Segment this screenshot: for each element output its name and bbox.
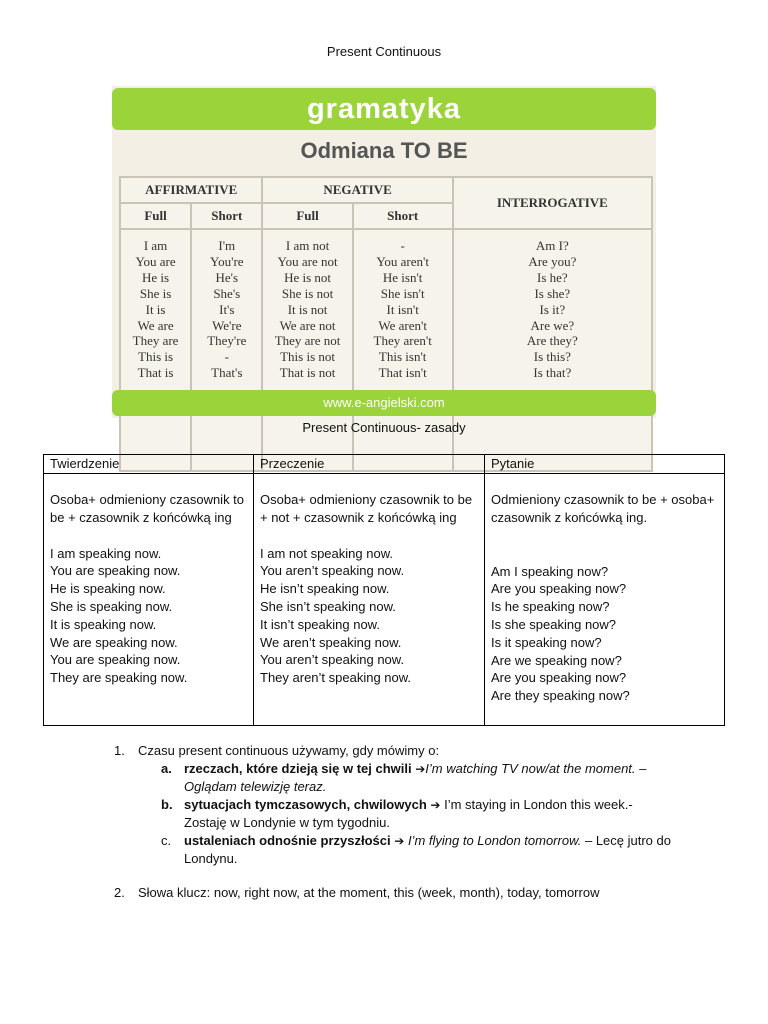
sub-a-example: I’m watching TV now/at the moment. – Oglądam telewizję teraz. [184, 761, 647, 794]
list-line: Are you speaking now? [491, 581, 627, 597]
list-line: Are they speaking now? [491, 688, 630, 704]
negative-examples [260, 545, 478, 687]
note-text: Czasu present continuous używamy, gdy mówimy o: [138, 743, 440, 758]
sub-letter: a. [161, 761, 172, 776]
list-line: That's [211, 365, 243, 381]
grammar-subtitle: Odmiana TO BE [300, 138, 468, 163]
negative-rule: Osoba+ odmieniony czasownik to be + not + czasownik z końcówką ing [260, 492, 473, 525]
affirmative-short-header: Short [191, 203, 262, 229]
list-line: - [400, 238, 405, 253]
arrow-right-icon: ➔ [415, 762, 426, 776]
list-line: He isn’t speaking now. [260, 581, 390, 597]
sub-b-bold: sytuacjach tymczasowych, chwilowych [184, 797, 427, 812]
note-item-1 [114, 742, 674, 760]
list-line: It isn't [386, 301, 419, 317]
sub-b-example: I’m staying in London this week.- Zostaję w Londynie w tym tygodniu. [184, 797, 633, 830]
sub-c-bold: ustaleniach odnośnie przyszłości [184, 833, 391, 848]
affirmative-header: AFFIRMATIVE [120, 177, 262, 203]
list-line: Is she? [534, 285, 571, 301]
sub-c-example: I’m flying to London tomorrow. [407, 833, 582, 848]
rules-title: Present Continuous- zasady [302, 420, 466, 435]
sub-letter: b. [161, 797, 173, 812]
document-title: Present Continuous [326, 44, 442, 59]
header-twierdzenie: Twierdzenie [44, 455, 254, 474]
list-line: You're [210, 253, 244, 269]
list-line: That isn't [378, 365, 427, 381]
negative-full-header: Full [262, 203, 352, 229]
list-line: Are you speaking now? [491, 670, 627, 686]
list-line: We aren’t speaking now. [260, 634, 402, 650]
list-line: It's [219, 301, 235, 317]
list-line: They're [207, 333, 247, 349]
list-line: We're [212, 317, 242, 333]
list-line: Is that? [533, 365, 572, 381]
list-line: It is not [287, 301, 328, 317]
list-line: He is [142, 269, 170, 285]
arrow-right-icon: ➔ [394, 834, 405, 848]
list-line: This isn't [378, 349, 427, 365]
note-number: 1. [114, 743, 125, 758]
negative-header: NEGATIVE [262, 177, 452, 203]
list-line: - [224, 349, 229, 365]
interrogative-header: INTERROGATIVE [453, 177, 652, 229]
list-line: She is speaking now. [50, 598, 173, 614]
usage-notes [114, 742, 674, 902]
list-line: She isn't [380, 285, 425, 301]
sub-c-translation: – Lecę jutro do Londynu. [184, 833, 671, 866]
list-line: I am not [285, 238, 330, 253]
keywords-text: Słowa klucz: now, right now, at the moment, this (week, month), today, tomorrow [138, 885, 600, 900]
list-line: This is not [280, 349, 336, 365]
list-line: I am [143, 238, 168, 253]
affirmative-full-header: Full [120, 203, 191, 229]
affirmative-cell [44, 474, 254, 726]
list-line: Is this? [533, 349, 571, 365]
list-line: Is it speaking now? [491, 634, 602, 650]
list-line: Are we? [530, 317, 575, 333]
list-line: Is she speaking now? [491, 616, 617, 632]
list-line: You aren’t speaking now. [260, 652, 405, 668]
sub-a-bold: rzeczach, które dzieją się w tej chwili [184, 761, 412, 776]
affirmative-rule: Osoba+ odmieniony czasownik to be + czasownik z końcówką ing [50, 492, 245, 525]
sub-letter: c. [161, 833, 172, 848]
question-rule: Odmieniony czasownik to be + osoba+ czasownik z końcówką ing. [491, 492, 715, 525]
header-przeczenie: Przeczenie [254, 455, 485, 474]
list-line: You aren't [376, 253, 429, 269]
list-line: We are speaking now. [50, 634, 178, 650]
list-line: He is speaking now. [50, 581, 166, 597]
list-line: Is he speaking now? [491, 599, 610, 615]
list-line: He is not [284, 269, 332, 285]
affirmative-examples [50, 545, 247, 687]
grammar-footer-url: www.e-angielski.com [112, 390, 656, 416]
list-line: We are not [279, 317, 336, 333]
note-number: 2. [114, 885, 125, 900]
list-line: Are you? [528, 253, 577, 269]
list-line: That is [137, 365, 174, 381]
list-line: I am not speaking now. [260, 545, 393, 561]
note-item-2 [114, 884, 674, 902]
list-line: This is [138, 349, 174, 365]
list-line: Am I? [535, 238, 569, 253]
list-line: I'm [218, 238, 236, 253]
negative-short-header: Short [353, 203, 453, 229]
list-line: They aren’t speaking now. [260, 670, 412, 686]
list-line: We are [137, 317, 174, 333]
list-line: It is speaking now. [50, 616, 157, 632]
arrow-right-icon: ➔ [430, 798, 441, 812]
list-line: You are not [277, 253, 338, 269]
header-pytanie: Pytanie [485, 455, 725, 474]
list-line: They aren't [373, 333, 432, 349]
list-line: I am speaking now. [50, 545, 162, 561]
list-line: They are [132, 333, 179, 349]
list-line: He's [215, 269, 239, 285]
rules-table [43, 454, 725, 726]
list-line: Is it? [539, 301, 566, 317]
list-line: She isn’t speaking now. [260, 598, 396, 614]
list-line: He isn't [382, 269, 423, 285]
negative-cell [254, 474, 485, 726]
list-line: You are [135, 253, 176, 269]
note-sub-b [114, 796, 674, 832]
note-sub-c [114, 832, 674, 868]
list-line: That is not [279, 365, 336, 381]
list-line: They are not [274, 333, 341, 349]
list-line: It is [145, 301, 166, 317]
list-line: Are they? [526, 333, 578, 349]
list-line: You are speaking now. [50, 563, 181, 579]
note-sub-a [114, 760, 674, 796]
grammar-banner: gramatyka [112, 88, 656, 130]
list-line: Is he? [537, 269, 568, 285]
question-examples [491, 563, 718, 705]
list-line: It isn’t speaking now. [260, 616, 380, 632]
question-cell [485, 474, 725, 726]
list-line: She is not [281, 285, 334, 301]
list-line: She's [213, 285, 241, 301]
grammar-image [112, 86, 656, 418]
list-line: Am I speaking now? [491, 563, 609, 579]
list-line: Are we speaking now? [491, 652, 622, 668]
list-line: You are speaking now. [50, 652, 181, 668]
list-line: She is [139, 285, 172, 301]
list-line: We aren't [378, 317, 427, 333]
list-line: They are speaking now. [50, 670, 188, 686]
list-line: You aren’t speaking now. [260, 563, 405, 579]
